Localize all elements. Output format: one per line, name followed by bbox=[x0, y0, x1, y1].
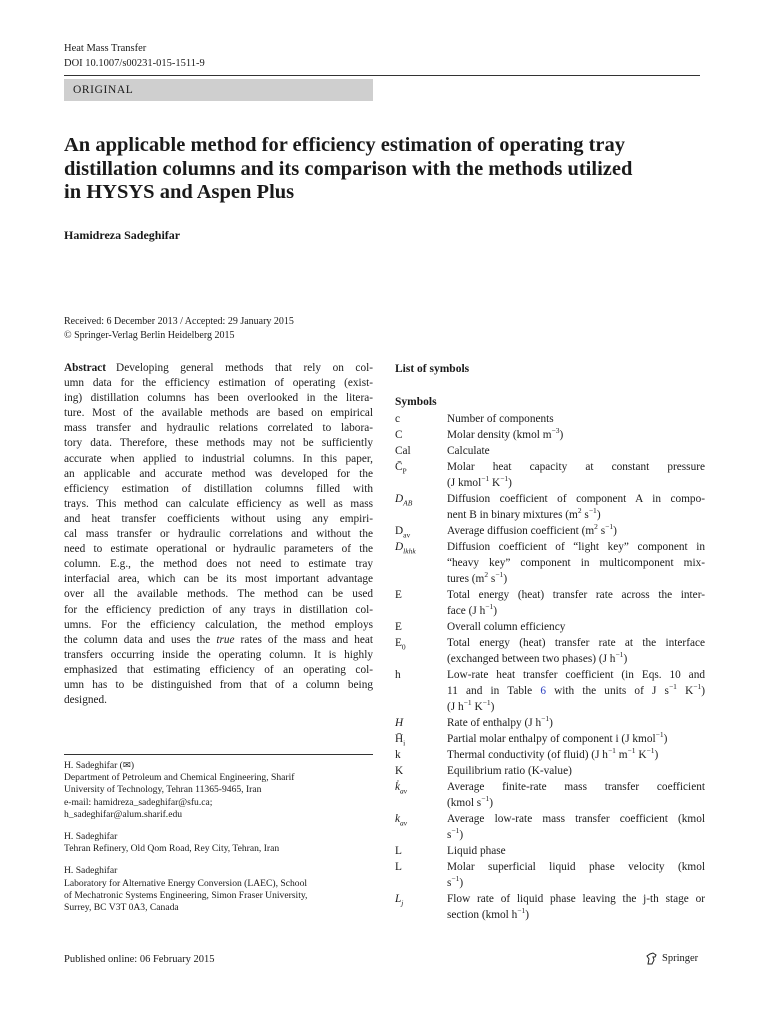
abstract-line: umn has to be distinguished from that of a column being bbox=[64, 678, 373, 691]
symbol: $D_{av}$ bbox=[395, 525, 411, 540]
abstract-line: need to estimate operational or hydraulic parameters of the bbox=[64, 543, 373, 556]
abstract-line: interfacial area, which can be its most important advantage bbox=[64, 573, 373, 586]
article-dates bbox=[64, 315, 294, 342]
symbol-row bbox=[395, 587, 705, 619]
symbol-definition: Low-rate heat transfer coefficient (in Eqs. 10 and 11 and in Table 6 with the units of J $s^{-1}$ $K^{-1}$) (J $h^{-1}$ $K^{-1}$) bbox=[447, 669, 705, 713]
symbol-row bbox=[395, 539, 705, 587]
symbol-row bbox=[395, 747, 705, 763]
symbol-row bbox=[395, 843, 705, 859]
symbol-row bbox=[395, 619, 705, 635]
symbol: $C̄_P$ bbox=[395, 461, 407, 476]
symbol: L bbox=[395, 845, 402, 857]
symbol: $L_j$ bbox=[395, 893, 404, 908]
table-link[interactable]: 6 bbox=[540, 685, 546, 697]
abstract-line: for the efficiency prediction of any trays in distillation col- bbox=[64, 603, 373, 616]
title-line: An applicable method for efficiency estimation of operating tray bbox=[64, 134, 626, 156]
symbol: H bbox=[395, 717, 404, 729]
symbol-definition: Molar superficial liquid phase velocity (kmol $s^{-1}$) bbox=[447, 861, 705, 889]
symbol-row bbox=[395, 459, 705, 491]
list-of-symbols-heading: List of symbols bbox=[395, 363, 470, 375]
symbol: Cal bbox=[395, 445, 411, 457]
symbol-definition: Rate of enthalpy (J $h^{-1}$) bbox=[447, 714, 553, 729]
affiliation-block bbox=[64, 865, 373, 914]
affiliation-line: H. Sadeghifar bbox=[64, 831, 118, 843]
symbol-row bbox=[395, 411, 705, 427]
symbol-definition: Molar heat capacity at constant pressure (J kmol$^{-1}$ $K^{-1}$) bbox=[447, 461, 705, 489]
abstract-line: mass transfer and hydraulic relations correlated to labora- bbox=[64, 422, 373, 435]
received-accepted: Received: 6 December 2013 / Accepted: 29 January 2015 bbox=[64, 316, 294, 327]
symbol-row bbox=[395, 891, 705, 923]
symbol-definition: Diffusion coefficient of component A in compo- nent B in binary mixtures ($m^2$ $s^{-1}$) bbox=[447, 493, 705, 521]
symbol-row bbox=[395, 731, 705, 747]
symbol-row bbox=[395, 523, 705, 539]
article-title bbox=[64, 134, 704, 205]
symbol: $D_{AB}$ bbox=[395, 493, 413, 508]
title-line: in HYSYS and Aspen Plus bbox=[64, 181, 295, 203]
affiliation-line: University of Technology, Tehran 11365-9465, Iran bbox=[64, 784, 262, 796]
affiliation-line: of Mechatronic Systems Engineering, Simon Fraser University, bbox=[64, 889, 308, 901]
symbol-definition: Total energy (heat) transfer rate at the interface (exchanged between two phases) (J $h^{-1}$) bbox=[447, 637, 705, 665]
symbol-definition: Number of components bbox=[447, 413, 554, 425]
email-link[interactable]: h_sadeghifar@alum.sharif.edu bbox=[64, 808, 183, 820]
abstract-line: tory data. Therefore, these methods may not be sufficiently bbox=[64, 437, 373, 450]
symbol: $k̇_{av}$ bbox=[395, 781, 408, 796]
symbol: $E_0$ bbox=[395, 637, 406, 652]
symbol: $k_{av}$ bbox=[395, 813, 408, 828]
symbols-heading: Symbols bbox=[395, 396, 437, 408]
abstract-line: umns. For the efficiency calculation, the method employs bbox=[64, 618, 373, 631]
affiliation-line: H. Sadeghifar (✉) bbox=[64, 760, 135, 771]
affiliation-line: Surrey, BC V3T 0A3, Canada bbox=[64, 902, 179, 914]
article-type-badge: ORIGINAL bbox=[64, 79, 373, 101]
affiliation-line: Department of Petroleum and Chemical Engineering, Sharif bbox=[64, 772, 295, 784]
symbol-row bbox=[395, 667, 705, 715]
title-line: distillation columns and its comparison with the methods utilized bbox=[64, 157, 633, 180]
symbol-row bbox=[395, 443, 705, 459]
affiliation-rule bbox=[64, 754, 373, 755]
affiliations bbox=[64, 760, 373, 924]
author-name[interactable]: Hamidreza Sadeghifar bbox=[64, 228, 181, 242]
symbol: E bbox=[395, 589, 402, 601]
affiliation-block bbox=[64, 760, 373, 821]
symbol: k bbox=[395, 749, 401, 761]
symbol-definition: Equilibrium ratio (K-value) bbox=[447, 765, 572, 777]
symbol: K bbox=[395, 765, 404, 777]
abstract-line: cal mass transfer or hydraulic correlations and without the bbox=[64, 528, 373, 541]
symbol-definition: Thermal conductivity (of fluid) (J $h^{-1}$ $m^{-1}$ $K^{-1}$) bbox=[447, 746, 659, 761]
journal-name: Heat Mass Transfer bbox=[64, 43, 147, 54]
symbol-definition: Partial molar enthalpy of component i (J kmol$^{-1}$) bbox=[447, 730, 668, 745]
symbol: c bbox=[395, 413, 401, 425]
symbol-row bbox=[395, 715, 705, 731]
affiliation-block bbox=[64, 831, 373, 855]
affiliation-line: Laboratory for Alternative Energy Conversion (LAEC), School bbox=[64, 877, 308, 889]
abstract-line: transfers occurring inside the operating column. It is highly bbox=[64, 648, 373, 661]
published-date: Published online: 06 February 2015 bbox=[64, 954, 215, 965]
symbol-definition: Flow rate of liquid phase leaving the j-th stage or section (kmol $h^{-1}$) bbox=[447, 893, 705, 921]
symbol-row bbox=[395, 635, 705, 667]
symbol-definition: Total energy (heat) transfer rate across the inter- face (J $h^{-1}$) bbox=[447, 589, 705, 617]
abstract-line: accurate when applied to industrial columns. In this paper, bbox=[64, 452, 373, 465]
symbol-row bbox=[395, 779, 705, 811]
affiliation-line: Tehran Refinery, Old Qom Road, Rey City, Tehran, Iran bbox=[64, 843, 280, 855]
abstract-line: efficiency estimation of distillation columns filled with bbox=[64, 482, 373, 495]
symbol: $D_{lkhk}$ bbox=[395, 541, 416, 556]
symbol: L bbox=[395, 861, 402, 873]
abstract-line: and heat transfer coefficients without using any empiri- bbox=[64, 512, 373, 525]
publisher-name: Springer bbox=[662, 953, 699, 964]
journal-header bbox=[64, 41, 205, 71]
header-rule bbox=[64, 75, 700, 76]
symbol-definition: Average low-rate mass transfer coefficient (kmol $s^{-1}$) bbox=[447, 813, 705, 841]
abstract-line: trays. This method can calculate efficiency as well as mass bbox=[64, 497, 373, 510]
publisher-logo bbox=[646, 952, 698, 965]
symbol: $H̄_i$ bbox=[395, 733, 406, 748]
copyright: © Springer-Verlag Berlin Heidelberg 2015 bbox=[64, 329, 235, 341]
symbol: E bbox=[395, 621, 402, 633]
abstract-line: designed. bbox=[64, 694, 107, 707]
abstract-text: the column data and uses the bbox=[64, 633, 217, 646]
symbol-definition: Overall column efficiency bbox=[447, 621, 566, 633]
abstract bbox=[64, 361, 373, 708]
abstract-line: over all the available methods. The method can be used bbox=[64, 588, 373, 601]
abstract-text: Developing general methods that rely on col- bbox=[116, 362, 373, 374]
springer-horse-icon bbox=[646, 952, 658, 965]
symbol-definition: Liquid phase bbox=[447, 845, 506, 857]
symbol-definition: Average finite-rate mass transfer coefficient (kmol $s^{-1}$) bbox=[447, 781, 705, 809]
abstract-emphasis: true bbox=[216, 633, 235, 646]
symbol: C bbox=[395, 429, 403, 441]
symbol-definition: Molar density (kmol $m^{-3}$) bbox=[447, 426, 564, 441]
affiliation-line: H. Sadeghifar bbox=[64, 865, 118, 877]
symbol-row bbox=[395, 491, 705, 523]
symbol-row bbox=[395, 427, 705, 443]
abstract-line bbox=[64, 361, 373, 376]
abstract-text: rates of the mass and heat bbox=[234, 633, 374, 646]
abstract-heading: Abstract bbox=[64, 362, 107, 374]
symbol-definition: Average diffusion coefficient ($m^2$ $s^{-1}$) bbox=[447, 522, 617, 537]
email-link[interactable]: e-mail: hamidreza_sadeghifar@sfu.ca; bbox=[64, 796, 213, 808]
abstract-line: umn data for the efficiency estimation of operating (exist- bbox=[64, 377, 373, 390]
symbol-definition: Calculate bbox=[447, 445, 490, 457]
abstract-line: ture. Most of the available methods are based on empirical bbox=[64, 407, 373, 420]
abstract-line bbox=[64, 633, 373, 648]
doi[interactable]: DOI 10.1007/s00231-015-1511-9 bbox=[64, 58, 205, 69]
symbol-definition: Diffusion coefficient of “light key” component in “heavy key” component in multicomponent mix- tures ($m^2$ $s^{-1}$) bbox=[447, 541, 705, 585]
symbol-row bbox=[395, 763, 705, 779]
abstract-line: column. E.g., the method does not need to estimate tray bbox=[64, 558, 373, 571]
abstract-line: emphasized that estimating efficiency of an operating col- bbox=[64, 663, 373, 676]
symbol-row bbox=[395, 859, 705, 891]
symbol-row bbox=[395, 811, 705, 843]
symbol: h bbox=[395, 669, 401, 681]
abstract-line: an applicable and accurate method was developed for the bbox=[64, 467, 373, 480]
symbols-list bbox=[395, 411, 705, 923]
abstract-line: ing) distillation columns has been overlooked in the litera- bbox=[64, 392, 373, 405]
